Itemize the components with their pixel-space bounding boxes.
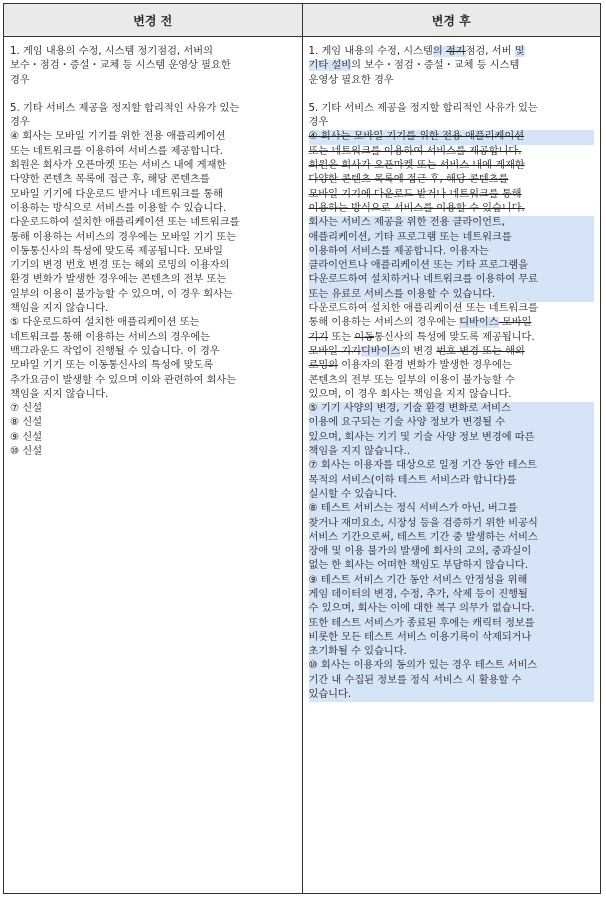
added-line: 다운로드하여 설치하거나 네트워크를 이용하여 무료 (309, 273, 595, 287)
text-line: ⑨ 신설 (10, 431, 43, 443)
text-line: 5. 기타 서비스 제공을 정지할 합리적인 사유가 있는 (308, 102, 538, 114)
added-line: 이용하여 서비스를 제공합니다. 이용자는 (309, 245, 595, 259)
text-line: 모바일 기기디바이스의 변경 번호 변경 또는 해외 (308, 345, 525, 357)
text-line: 1. 게임 내용의 수정, 시스템 정기점검, 서버의 (10, 46, 213, 57)
text-line: 이용하는 방식으로 서비스를 이용할 수 있습니다. (10, 202, 227, 214)
header-after: 변경 후 (431, 13, 471, 28)
text-line: 통해 이용하는 서비스의 경우에는 모바일 기기 또는 (10, 231, 237, 243)
text-line: 기기의 변경 번호 변경 또는 해외 로밍의 이용자의 (10, 260, 230, 272)
added-line: ⑤ 기기 사양의 변경, 기술 환경 변화로 서비스 (309, 402, 595, 416)
before-paragraph-1 (10, 45, 296, 88)
text-line: 경우 (308, 117, 329, 129)
text-line: 보수・점검・증설・교체 등 시스템 운영상 필요한 (10, 60, 231, 72)
added-line: 서비스 기간으로써, 테스트 기간 중 발생하는 서비스 (309, 531, 595, 545)
text-line: 회원은 회사가 오픈마켓 또는 서비스 내에 게재한 (10, 160, 227, 172)
text-line: 책임을 지지 않습니다. (10, 303, 109, 315)
text-line: 기타 설비의 보수・점검・증설・교체 등 시스템 (308, 60, 520, 72)
text-line: 경우 (10, 117, 30, 129)
text-line: 추가요금이 발생할 수 있으며 이와 관련하여 회사는 (10, 374, 237, 386)
added-line: ⑨ 테스트 서비스 기간 동안 서비스 안정성을 위해 (309, 574, 595, 588)
added-line: 게임 데이터의 변경, 수정, 추가, 삭제 등이 진행될 (309, 588, 595, 602)
text-line: 있으며, 이 경우 회사는 책임을 지지 않습니다. (308, 388, 512, 400)
text-line: 운영상 필요한 경우 (308, 74, 394, 86)
text-line: ⑤ 다운로드하여 설치한 애플리케이션 또는 (10, 317, 200, 329)
text-line: 다운로드하여 설치한 애플리케이션 또는 네트워크를 (308, 303, 538, 315)
text-line: ④ 회사는 모바일 기기를 위한 전용 애플리케이션 (10, 131, 226, 143)
deleted-line: 또는 네트워크를 이용하여 서비스를 제공합니다. (308, 145, 522, 157)
text-line: 백그라운드 작업이 진행될 수 있습니다. 이 경우 (10, 345, 220, 357)
added-line: 수 있으며, 회사는 이에 대한 복구 의무가 없습니다. (309, 602, 595, 616)
added-line: 찾거나 재미요소, 시장성 등을 검증하기 위한 비공식 (309, 517, 595, 531)
added-line: 목적의 서비스(이하 테스트 서비스라 합니다)를 (309, 474, 595, 488)
comparison-table (3, 3, 601, 894)
text-line: 일부의 이용이 불가능할 수 있으며, 이 경우 회사는 (10, 288, 233, 300)
text-line: 모바일 기기에 다운로드 받거나 네트워크를 통해 (10, 188, 224, 200)
deleted-line: 회원은 회사가 오픈마켓 또는 서비스 내에 게재한 (308, 160, 525, 172)
deleted-line: 다양한 콘텐츠 목록에 접근 후, 해당 콘텐츠를 (308, 174, 509, 186)
table-header (4, 4, 600, 37)
added-line: 비롯한 모든 테스트 서비스 이용기록이 삭제되거나 (309, 631, 595, 645)
added-line: 있으며, 회사는 기기 및 기술 사양 정보 변경에 따른 (309, 431, 595, 445)
added-line: 책임을 지지 않습니다.. (309, 445, 595, 459)
text-line: 1. 게임 내용의 수정, 시스템의 정기점검, 서버 및 (308, 46, 525, 57)
text-line: 또는 네트워크를 이용하여 서비스를 제공합니다. (10, 145, 224, 157)
before-column (4, 37, 303, 893)
text-line: 5. 기타 서비스 제공을 정지할 합리적인 사유가 있는 (10, 102, 240, 114)
table-body (4, 37, 600, 893)
added-line: 초기화될 수 있습니다. (309, 645, 595, 659)
text-line: 모바일 기기 또는 이동통신사의 특성에 맞도록 (10, 360, 214, 372)
text-line: 로밍의 이용자의 환경 변화가 발생한 경우에는 (308, 360, 512, 372)
text-line: ⑧ 신설 (10, 417, 43, 429)
after-column (303, 37, 601, 893)
header-before: 변경 전 (4, 4, 303, 36)
added-line: 또한 테스트 서비스가 종료된 후에는 캐릭터 정보를 (309, 617, 595, 631)
text-line: 통해 이용하는 서비스의 경우에는 디바이스 모바일 (308, 317, 532, 329)
after-paragraph-1 (309, 45, 595, 88)
added-line: 있습니다. (309, 688, 595, 702)
added-line: 장애 및 이용 불가의 발생에 회사의 고의, 중과실이 (309, 545, 595, 559)
text-line: 다양한 콘텐츠 목록에 접근 후, 해당 콘텐츠를 (10, 174, 210, 186)
added-line: 또는 유료로 서비스를 이용할 수 있습니다. (309, 288, 595, 302)
text-line: ⑩ 신설 (10, 446, 43, 458)
text-line: 기기 또는 이동통신사의 특성에 맞도록 제공됩니다. (308, 331, 535, 343)
added-line: ⑩ 회사는 이용자의 동의가 있는 경우 테스트 서비스 (309, 659, 595, 673)
added-line: 회사는 서비스 제공을 위한 전용 클라이언트, (309, 216, 595, 230)
deleted-line: ④ 회사는 모바일 기기를 위한 전용 애플리케이션 (309, 130, 595, 144)
text-line: 책임을 지지 않습니다. (10, 388, 109, 400)
added-line: 실시할 수 있습니다. (309, 488, 595, 502)
text-line: 콘텐츠의 전부 또는 일부의 이용이 불가능할 수 (308, 374, 515, 386)
added-line: ⑧ 테스트 서비스는 정식 서비스가 아닌, 버그를 (309, 502, 595, 516)
added-line: 애플리케이션, 기타 프로그램 또는 네트워크를 (309, 231, 595, 245)
text-line: ⑦ 신설 (10, 403, 43, 415)
added-line: 클라이언트나 애플리케이션 또는 기타 프로그램을 (309, 259, 595, 273)
text-line: 다운로드하여 설치한 애플리케이션 또는 네트워크를 (10, 217, 240, 229)
added-line: ⑦ 회사는 이용자를 대상으로 일정 기간 동안 테스트 (309, 459, 595, 473)
deleted-line: 모바일 기기에 다운로드 받거나 네트워크를 통해 (308, 188, 522, 200)
text-line: 이동통신사의 특성에 맞도록 제공됩니다. 모바일 (10, 245, 224, 257)
after-paragraph-5 (309, 102, 595, 702)
added-line: 기간 내 수집된 정보를 정식 서비스 시 활용할 수 (309, 674, 595, 688)
added-line: 없는 한 회사는 어떠한 책임도 부담하지 않습니다. (309, 559, 595, 573)
before-paragraph-5 (10, 102, 296, 459)
deleted-line: 이용하는 방식으로 서비스를 이용할 수 있습니다. (308, 202, 525, 214)
text-line: 네트워크를 통해 이용하는 서비스의 경우에는 (10, 331, 210, 343)
added-line: 이용에 요구되는 기술 사양 정보가 변경될 수 (309, 416, 595, 430)
text-line: 경우 (10, 74, 30, 86)
text-line: 환경 변화가 발생한 경우에는 콘텐츠의 전부 또는 (10, 274, 227, 286)
